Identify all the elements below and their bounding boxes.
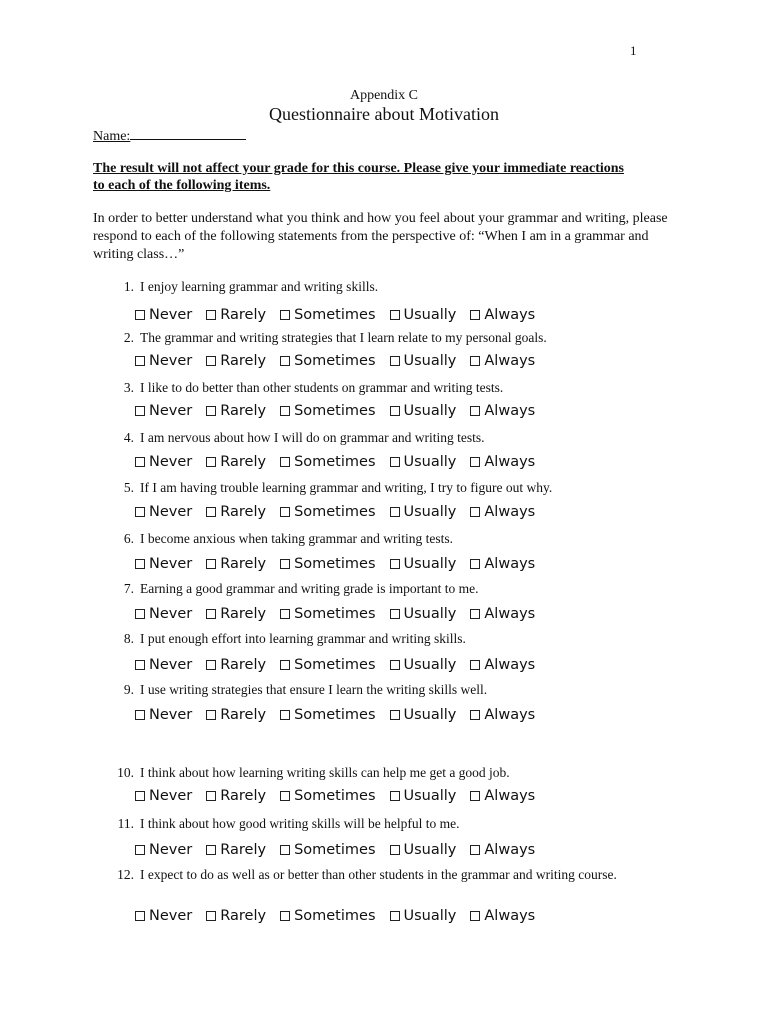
- checkbox[interactable]: [280, 660, 290, 670]
- question-number: 10.: [117, 765, 134, 780]
- checkbox[interactable]: [390, 310, 400, 320]
- option-label: Sometimes: [294, 504, 376, 520]
- checkbox[interactable]: [470, 559, 480, 569]
- checkbox[interactable]: [390, 609, 400, 619]
- checkbox[interactable]: [280, 609, 290, 619]
- option-label: Always: [484, 657, 536, 673]
- option-label: Always: [484, 403, 536, 419]
- grade-notice: The result will not affect your grade for this course. Please give your immediate reactions to each of the following items.: [93, 161, 625, 193]
- option-label: Always: [484, 788, 536, 804]
- option-sometimes[interactable]: [280, 908, 375, 924]
- response-options: [135, 504, 549, 521]
- response-options: [135, 707, 549, 724]
- option-always[interactable]: [470, 788, 535, 804]
- option-rarely[interactable]: [206, 403, 266, 419]
- checkbox[interactable]: [390, 406, 400, 416]
- option-sometimes[interactable]: [280, 353, 375, 369]
- option-label: Never: [149, 504, 193, 520]
- question-text: I expect to do as well as or better than other students in the grammar and writing course.: [140, 867, 617, 882]
- response-options: [135, 353, 549, 370]
- question-text: I am nervous about how I will do on grammar and writing tests.: [140, 430, 485, 445]
- response-options: [135, 657, 549, 674]
- option-label: Usually: [403, 556, 457, 572]
- checkbox[interactable]: [135, 406, 145, 416]
- option-label: Usually: [403, 908, 457, 924]
- option-sometimes[interactable]: [280, 556, 375, 572]
- question-text: I enjoy learning grammar and writing skills.: [140, 279, 379, 294]
- option-rarely[interactable]: [206, 307, 266, 323]
- checkbox[interactable]: [135, 911, 145, 921]
- checkbox[interactable]: [135, 845, 145, 855]
- option-label: Sometimes: [294, 842, 376, 858]
- checkbox[interactable]: [470, 609, 480, 619]
- option-usually[interactable]: [390, 707, 457, 723]
- option-label: Sometimes: [294, 454, 376, 470]
- question-number: 9.: [123, 682, 134, 697]
- option-label: Never: [149, 657, 193, 673]
- option-label: Never: [149, 556, 193, 572]
- option-always[interactable]: [470, 842, 535, 858]
- option-label: Rarely: [220, 403, 267, 419]
- option-sometimes[interactable]: [280, 606, 375, 622]
- response-options: [135, 606, 549, 623]
- name-label: Name:: [93, 129, 131, 144]
- option-usually[interactable]: [390, 606, 457, 622]
- checkbox[interactable]: [390, 845, 400, 855]
- option-label: Rarely: [220, 556, 267, 572]
- option-label: Rarely: [220, 842, 267, 858]
- option-usually[interactable]: [390, 403, 457, 419]
- option-label: Rarely: [220, 504, 267, 520]
- option-label: Sometimes: [294, 403, 376, 419]
- option-rarely[interactable]: [206, 606, 266, 622]
- option-label: Sometimes: [294, 606, 376, 622]
- question-number: 3.: [123, 380, 134, 395]
- option-rarely[interactable]: [206, 504, 266, 520]
- option-label: Always: [484, 454, 536, 470]
- option-never[interactable]: [135, 353, 192, 369]
- option-sometimes[interactable]: [280, 307, 375, 323]
- name-blank-line[interactable]: [130, 127, 246, 140]
- option-label: Rarely: [220, 707, 267, 723]
- option-sometimes[interactable]: [280, 657, 375, 673]
- checkbox[interactable]: [135, 310, 145, 320]
- option-label: Never: [149, 606, 193, 622]
- checkbox[interactable]: [206, 609, 216, 619]
- option-rarely[interactable]: [206, 556, 266, 572]
- checkbox[interactable]: [135, 457, 145, 467]
- option-never[interactable]: [135, 908, 192, 924]
- question-number: 5.: [123, 480, 134, 495]
- checkbox[interactable]: [280, 310, 290, 320]
- checkbox[interactable]: [390, 507, 400, 517]
- question-text: I put enough effort into learning grammar and writing skills.: [140, 631, 466, 646]
- option-never[interactable]: [135, 307, 192, 323]
- option-label: Sometimes: [294, 556, 376, 572]
- response-options: [135, 842, 549, 859]
- option-label: Never: [149, 353, 193, 369]
- question-number: 4.: [123, 430, 134, 445]
- question-number: 12.: [117, 867, 134, 882]
- option-label: Always: [484, 707, 536, 723]
- option-rarely[interactable]: [206, 908, 266, 924]
- option-label: Usually: [403, 788, 457, 804]
- option-label: Usually: [403, 504, 457, 520]
- option-label: Always: [484, 842, 536, 858]
- option-rarely[interactable]: [206, 454, 266, 470]
- option-label: Rarely: [220, 908, 267, 924]
- option-sometimes[interactable]: [280, 504, 375, 520]
- question-text: The grammar and writing strategies that I learn relate to my personal goals.: [140, 330, 547, 345]
- checkbox[interactable]: [390, 911, 400, 921]
- option-label: Usually: [403, 307, 457, 323]
- question-text: I use writing strategies that ensure I learn the writing skills well.: [140, 682, 488, 697]
- question-text: I become anxious when taking grammar and writing tests.: [140, 531, 454, 546]
- option-label: Never: [149, 454, 193, 470]
- option-label: Never: [149, 842, 193, 858]
- option-always[interactable]: [470, 353, 535, 369]
- option-label: Usually: [403, 606, 457, 622]
- option-never[interactable]: [135, 606, 192, 622]
- checkbox[interactable]: [206, 406, 216, 416]
- question-number: 6.: [123, 531, 134, 546]
- option-label: Always: [484, 504, 536, 520]
- checkbox[interactable]: [135, 660, 145, 670]
- option-label: Usually: [403, 842, 457, 858]
- option-label: Usually: [403, 353, 457, 369]
- option-usually[interactable]: [390, 353, 457, 369]
- checkbox[interactable]: [135, 507, 145, 517]
- checkbox[interactable]: [390, 660, 400, 670]
- option-sometimes[interactable]: [280, 788, 375, 804]
- checkbox[interactable]: [135, 356, 145, 366]
- option-always[interactable]: [470, 454, 535, 470]
- checkbox[interactable]: [470, 507, 480, 517]
- option-label: Sometimes: [294, 707, 376, 723]
- option-label: Never: [149, 788, 193, 804]
- option-label: Never: [149, 908, 193, 924]
- checkbox[interactable]: [206, 710, 216, 720]
- checkbox[interactable]: [206, 845, 216, 855]
- question-number: 7.: [123, 581, 134, 596]
- option-always[interactable]: [470, 556, 535, 572]
- checkbox[interactable]: [280, 457, 290, 467]
- option-always[interactable]: [470, 908, 535, 924]
- option-never[interactable]: [135, 403, 192, 419]
- option-never[interactable]: [135, 657, 192, 673]
- option-never[interactable]: [135, 504, 192, 520]
- question-text: I think about how good writing skills will be helpful to me.: [140, 816, 460, 831]
- option-label: Usually: [403, 454, 457, 470]
- option-never[interactable]: [135, 788, 192, 804]
- checkbox[interactable]: [135, 791, 145, 801]
- checkbox[interactable]: [280, 710, 290, 720]
- checkbox[interactable]: [206, 457, 216, 467]
- option-label: Never: [149, 307, 193, 323]
- checkbox[interactable]: [470, 660, 480, 670]
- option-label: Never: [149, 707, 193, 723]
- option-always[interactable]: [470, 403, 535, 419]
- checkbox[interactable]: [470, 310, 480, 320]
- checkbox[interactable]: [280, 356, 290, 366]
- option-always[interactable]: [470, 307, 535, 323]
- checkbox[interactable]: [280, 406, 290, 416]
- appendix-label: Appendix C: [349, 88, 419, 103]
- option-label: Always: [484, 606, 536, 622]
- checkbox[interactable]: [135, 559, 145, 569]
- checkbox[interactable]: [470, 457, 480, 467]
- checkbox[interactable]: [470, 791, 480, 801]
- option-never[interactable]: [135, 454, 192, 470]
- checkbox[interactable]: [390, 356, 400, 366]
- checkbox[interactable]: [470, 911, 480, 921]
- question-text: I like to do better than other students on grammar and writing tests.: [140, 380, 504, 395]
- response-options: [135, 307, 549, 324]
- option-label: Rarely: [220, 606, 267, 622]
- intro-paragraph: In order to better understand what you think and how you feel about your grammar and writing, please respond to each of the following statements from the perspective of: “When I am in a grammar and writing class…”: [93, 211, 668, 262]
- page-number: 1: [630, 43, 637, 58]
- option-never[interactable]: [135, 842, 192, 858]
- option-always[interactable]: [470, 657, 535, 673]
- checkbox[interactable]: [470, 845, 480, 855]
- option-rarely[interactable]: [206, 788, 266, 804]
- checkbox[interactable]: [206, 507, 216, 517]
- option-label: Never: [149, 403, 193, 419]
- option-rarely[interactable]: [206, 842, 266, 858]
- option-never[interactable]: [135, 556, 192, 572]
- name-field[interactable]: [93, 127, 246, 145]
- checkbox[interactable]: [470, 356, 480, 366]
- question-number: 8.: [123, 631, 134, 646]
- checkbox[interactable]: [390, 710, 400, 720]
- option-always[interactable]: [470, 707, 535, 723]
- option-label: Usually: [403, 707, 457, 723]
- option-label: Usually: [403, 403, 457, 419]
- option-always[interactable]: [470, 504, 535, 520]
- option-always[interactable]: [470, 606, 535, 622]
- response-options: [135, 788, 549, 805]
- option-label: Always: [484, 908, 536, 924]
- response-options: [135, 908, 549, 925]
- question-text: If I am having trouble learning grammar and writing, I try to figure out why.: [140, 480, 553, 495]
- option-usually[interactable]: [390, 657, 457, 673]
- option-label: Rarely: [220, 307, 267, 323]
- option-rarely[interactable]: [206, 657, 266, 673]
- option-label: Always: [484, 307, 536, 323]
- question-text: Earning a good grammar and writing grade is important to me.: [140, 581, 479, 596]
- checkbox[interactable]: [135, 710, 145, 720]
- option-label: Always: [484, 353, 536, 369]
- option-sometimes[interactable]: [280, 454, 375, 470]
- option-usually[interactable]: [390, 504, 457, 520]
- checkbox[interactable]: [280, 911, 290, 921]
- option-label: Always: [484, 556, 536, 572]
- checkbox[interactable]: [470, 710, 480, 720]
- checkbox[interactable]: [470, 406, 480, 416]
- question-text: I think about how learning writing skills can help me get a good job.: [140, 765, 510, 780]
- option-label: Rarely: [220, 657, 267, 673]
- checkbox[interactable]: [280, 559, 290, 569]
- option-rarely[interactable]: [206, 353, 266, 369]
- option-label: Usually: [403, 657, 457, 673]
- option-usually[interactable]: [390, 307, 457, 323]
- checkbox[interactable]: [206, 310, 216, 320]
- page-title: Questionnaire about Motivation: [269, 104, 499, 124]
- option-usually[interactable]: [390, 908, 457, 924]
- checkbox[interactable]: [206, 791, 216, 801]
- checkbox[interactable]: [206, 660, 216, 670]
- checkbox[interactable]: [280, 507, 290, 517]
- checkbox[interactable]: [390, 457, 400, 467]
- option-label: Sometimes: [294, 788, 376, 804]
- option-sometimes[interactable]: [280, 403, 375, 419]
- checkbox[interactable]: [280, 791, 290, 801]
- checkbox[interactable]: [390, 791, 400, 801]
- option-label: Sometimes: [294, 657, 376, 673]
- option-usually[interactable]: [390, 842, 457, 858]
- option-sometimes[interactable]: [280, 842, 375, 858]
- response-options: [135, 403, 549, 420]
- option-rarely[interactable]: [206, 707, 266, 723]
- question-number: 1.: [123, 279, 134, 294]
- response-options: [135, 556, 549, 573]
- option-label: Sometimes: [294, 908, 376, 924]
- option-usually[interactable]: [390, 556, 457, 572]
- option-never[interactable]: [135, 707, 192, 723]
- response-options: [135, 454, 549, 471]
- checkbox[interactable]: [206, 356, 216, 366]
- checkbox[interactable]: [135, 609, 145, 619]
- option-label: Sometimes: [294, 353, 376, 369]
- checkbox[interactable]: [206, 559, 216, 569]
- question-number: 11.: [117, 816, 134, 831]
- option-label: Sometimes: [294, 307, 376, 323]
- option-label: Rarely: [220, 454, 267, 470]
- option-label: Rarely: [220, 788, 267, 804]
- option-usually[interactable]: [390, 788, 457, 804]
- checkbox[interactable]: [280, 845, 290, 855]
- question-number: 2.: [123, 330, 134, 345]
- option-sometimes[interactable]: [280, 707, 375, 723]
- checkbox[interactable]: [390, 559, 400, 569]
- option-usually[interactable]: [390, 454, 457, 470]
- option-label: Rarely: [220, 353, 267, 369]
- checkbox[interactable]: [206, 911, 216, 921]
